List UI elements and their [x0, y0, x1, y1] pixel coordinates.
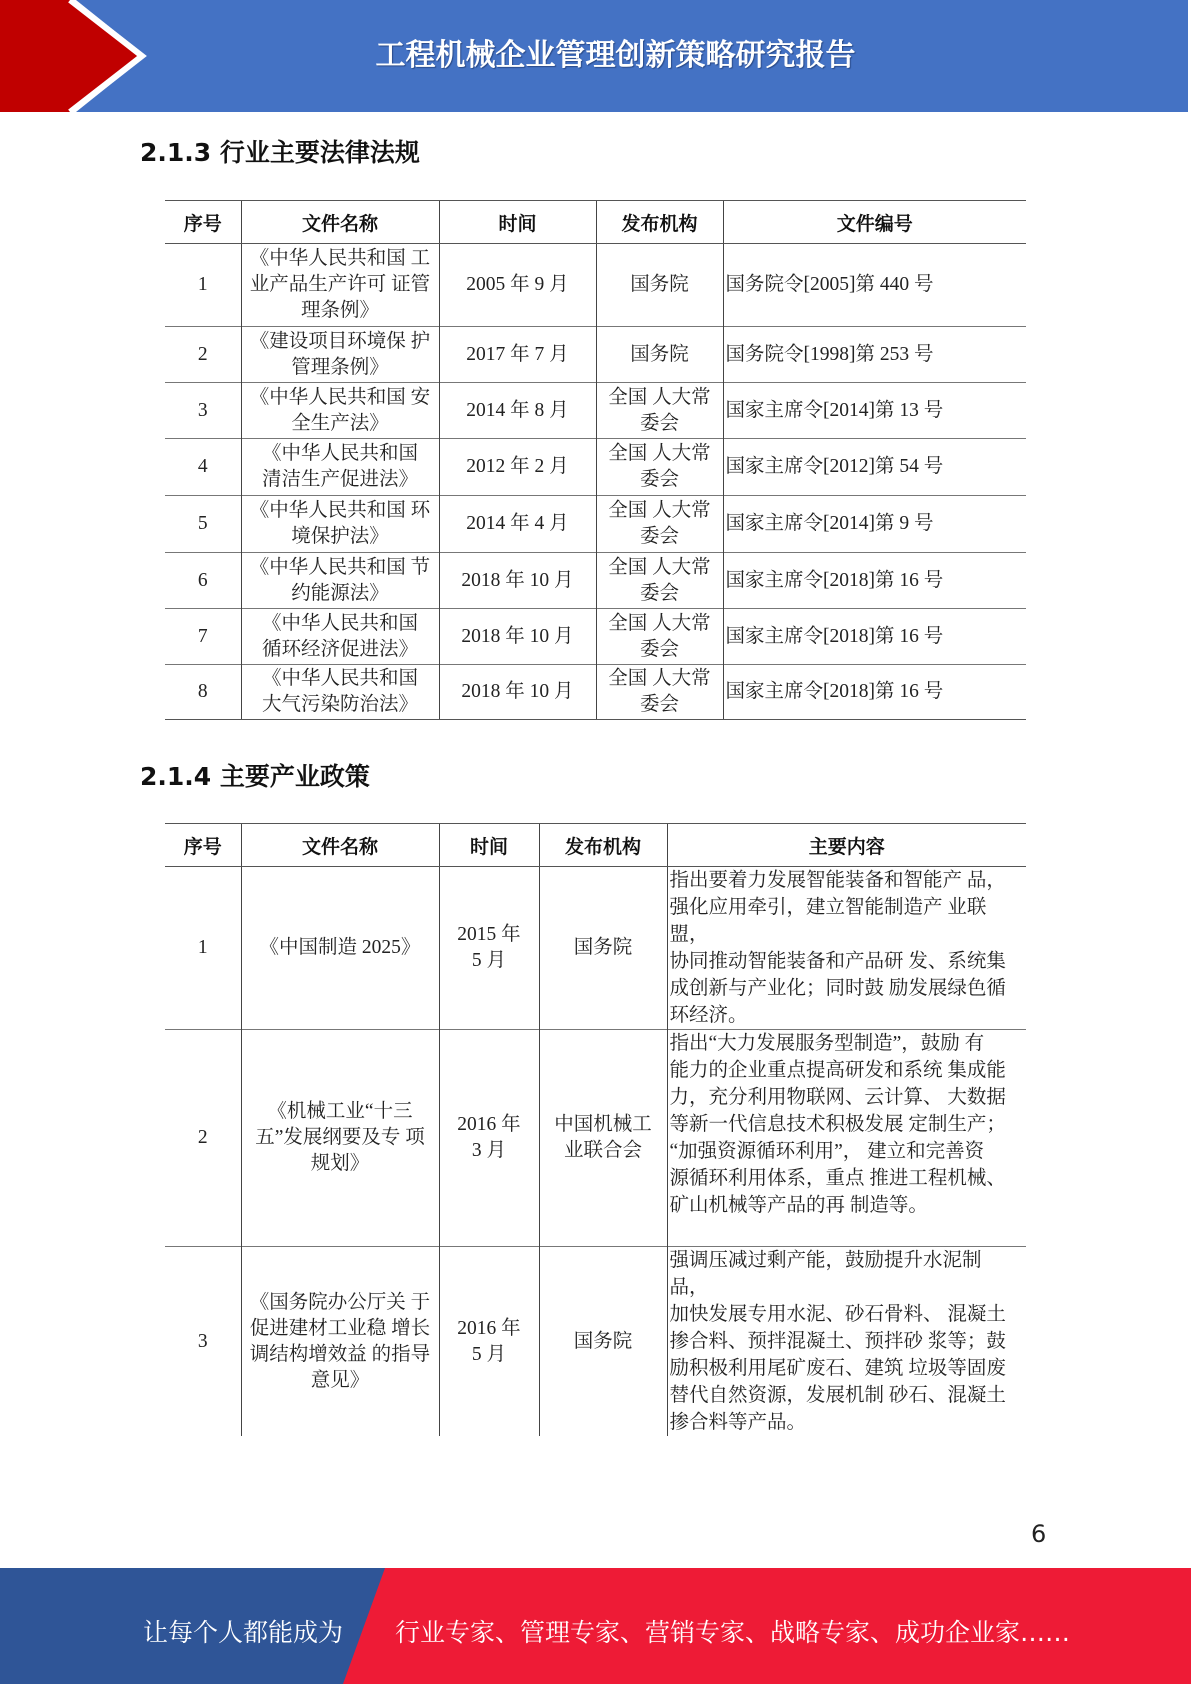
- table-cell: 指出要着力发展智能装备和智能产 品， 强化应用牵引，建立智能制造产 业联盟， 协同推动智能装备和产品研 发、系统集 成创新与产业化；同时鼓 励发展绿色循 环经济。: [667, 867, 1026, 1030]
- table-cell: 2014 年 8 月: [439, 383, 596, 439]
- table-cell: 国家主席令[2014]第 13 号: [723, 383, 1026, 439]
- column-header: 主要内容: [667, 824, 1026, 867]
- table-cell: 国家主席令[2014]第 9 号: [723, 496, 1026, 553]
- table-cell: 2018 年 10 月: [439, 553, 596, 609]
- table-cell: 3: [165, 383, 241, 439]
- column-header: 文件名称: [241, 201, 439, 244]
- table-row: [165, 496, 1026, 553]
- table-cell: 2: [165, 327, 241, 383]
- table-cell: 6: [165, 553, 241, 609]
- table-cell: 《中华人民共和国 大气污染防治法》: [241, 665, 439, 720]
- table-cell: 《中华人民共和国 节 约能源法》: [241, 553, 439, 609]
- section-heading-laws: 2.1.3 行业主要法律法规: [140, 138, 420, 167]
- table-cell: 2016 年 5 月: [439, 1247, 539, 1437]
- column-header: 时间: [439, 824, 539, 867]
- table-cell: 国务院: [539, 1247, 667, 1437]
- table-cell: 2016 年 3 月: [439, 1030, 539, 1247]
- table-cell: 《中华人民共和国 工 业产品生产许可 证管 理条例》: [241, 244, 439, 327]
- report-title: 工程机械企业管理创新策略研究报告: [375, 38, 856, 73]
- table-cell: 《国务院办公厅关 于 促进建材工业稳 增长 调结构增效益 的指导 意见》: [241, 1247, 439, 1437]
- table-cell: 全国 人大常 委会: [596, 665, 723, 720]
- table-cell: 5: [165, 496, 241, 553]
- table-cell: 2015 年 5 月: [439, 867, 539, 1030]
- table-cell: 中国机械工 业联合会: [539, 1030, 667, 1247]
- column-header: 发布机构: [596, 201, 723, 244]
- table-cell: 指出“大力发展服务型制造”，鼓励 有 能力的企业重点提高研发和系统 集成能 力，充分利用物联网、云计算、 大数据 等新一代信息技术积极发展 定制生产； “加强资源循环利用”， 建立和完善资 源循环利用体系，重点 推进工程机械、 矿山机械等产品的再 制造等。: [667, 1030, 1026, 1247]
- page-number: 6: [1031, 1520, 1047, 1548]
- table-cell: 《机械工业“十三 五”发展纲要及专 项 规划》: [241, 1030, 439, 1247]
- table-row: [165, 867, 1026, 1030]
- table-cell: 1: [165, 244, 241, 327]
- table-row: [165, 1030, 1026, 1247]
- table-cell: 国务院令[2005]第 440 号: [723, 244, 1026, 327]
- table-row: [165, 553, 1026, 609]
- table-cell: 全国 人大常 委会: [596, 609, 723, 665]
- table-cell: 3: [165, 1247, 241, 1437]
- table-row: [165, 383, 1026, 439]
- table-cell: 国家主席令[2018]第 16 号: [723, 665, 1026, 720]
- table-cell: 国家主席令[2012]第 54 号: [723, 439, 1026, 496]
- table-row: [165, 1247, 1026, 1437]
- section-heading-policies: 2.1.4 主要产业政策: [140, 762, 370, 791]
- table-cell: 2012 年 2 月: [439, 439, 596, 496]
- table-cell: 《中华人民共和国 安 全生产法》: [241, 383, 439, 439]
- table-cell: 7: [165, 609, 241, 665]
- table-cell: 2: [165, 1030, 241, 1247]
- table-cell: 全国 人大常 委会: [596, 553, 723, 609]
- table-cell: 全国 人大常 委会: [596, 496, 723, 553]
- table-cell: 1: [165, 867, 241, 1030]
- table-cell: 8: [165, 665, 241, 720]
- table-cell: 2014 年 4 月: [439, 496, 596, 553]
- column-header: 文件编号: [723, 201, 1026, 244]
- table-cell: 全国 人大常 委会: [596, 439, 723, 496]
- table-cell: 国家主席令[2018]第 16 号: [723, 553, 1026, 609]
- table-header-row: [165, 201, 1026, 244]
- column-header: 序号: [165, 201, 241, 244]
- table-row: [165, 244, 1026, 327]
- table-cell: 《建设项目环境保 护 管理条例》: [241, 327, 439, 383]
- table-cell: 国务院: [596, 244, 723, 327]
- table-header-row: [165, 824, 1026, 867]
- table-row: [165, 609, 1026, 665]
- policies-table: [165, 823, 1026, 1436]
- table-cell: 2017 年 7 月: [439, 327, 596, 383]
- table-row: [165, 327, 1026, 383]
- footer-slogan-left: 让每个人都能成为: [143, 1618, 344, 1647]
- table-cell: 2018 年 10 月: [439, 609, 596, 665]
- table-cell: 《中华人民共和国 循环经济促进法》: [241, 609, 439, 665]
- table-cell: 《中华人民共和国 清洁生产促进法》: [241, 439, 439, 496]
- table-cell: 2005 年 9 月: [439, 244, 596, 327]
- table-cell: 《中华人民共和国 环 境保护法》: [241, 496, 439, 553]
- table-cell: 国务院令[1998]第 253 号: [723, 327, 1026, 383]
- table-cell: 《中国制造 2025》: [241, 867, 439, 1030]
- table-cell: 全国 人大常 委会: [596, 383, 723, 439]
- table-row: [165, 665, 1026, 720]
- page-footer: [0, 1568, 1191, 1684]
- column-header: 文件名称: [241, 824, 439, 867]
- table-cell: 强调压减过剩产能，鼓励提升水泥制 品， 加快发展专用水泥、砂石骨料、 混凝土 掺合料、预拌混凝土、预拌砂 浆等；鼓 励积极利用尾矿废石、建筑 垃圾等固废 替代自然资源，发展机制 砂石、混凝土 掺合料等产品。: [667, 1247, 1026, 1437]
- laws-table: [165, 200, 1026, 720]
- table-cell: 2018 年 10 月: [439, 665, 596, 720]
- column-header: 时间: [439, 201, 596, 244]
- table-cell: 国家主席令[2018]第 16 号: [723, 609, 1026, 665]
- table-cell: 4: [165, 439, 241, 496]
- page-header: [0, 0, 1191, 112]
- column-header: 序号: [165, 824, 241, 867]
- column-header: 发布机构: [539, 824, 667, 867]
- footer-slogan-right: 行业专家、管理专家、营销专家、战略专家、成功企业家……: [395, 1618, 1071, 1647]
- table-cell: 国务院: [539, 867, 667, 1030]
- table-cell: 国务院: [596, 327, 723, 383]
- table-row: [165, 439, 1026, 496]
